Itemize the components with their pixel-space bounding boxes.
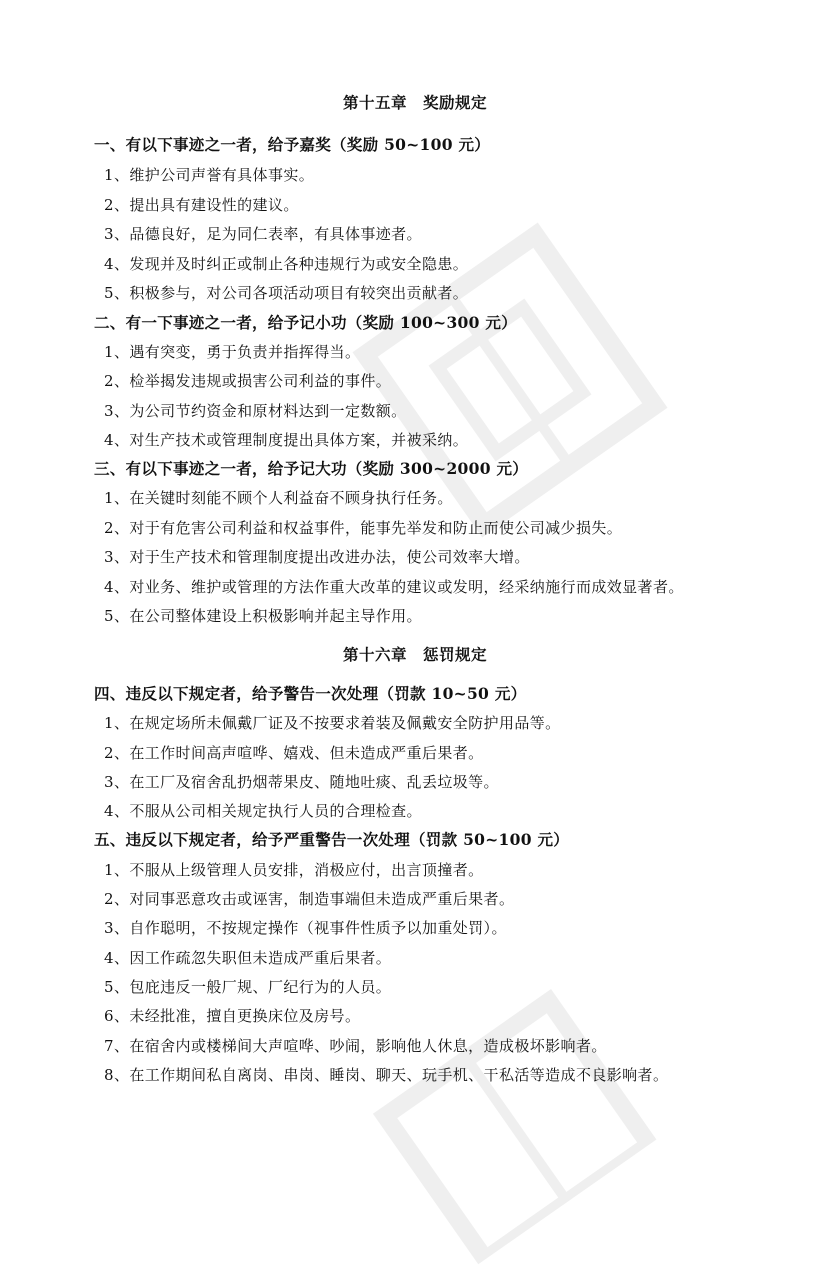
list-item: 3、品德良好，足为同仁表率，有具体事迹者。 [104, 225, 422, 243]
list-item: 1、在规定场所未佩戴厂证及不按要求着装及佩戴安全防护用品等。 [104, 714, 561, 732]
list-item: 3、自作聪明，不按规定操作（视事件性质予以加重处罚）。 [104, 919, 507, 937]
list-item: 2、检举揭发违规或损害公司利益的事件。 [104, 372, 392, 390]
list-item: 5、积极参与，对公司各项活动项目有较突出贡献者。 [104, 284, 469, 302]
list-item: 3、在工厂及宿舍乱扔烟蒂果皮、随地吐痰、乱丢垃圾等。 [104, 773, 499, 791]
list-item: 1、在关键时刻能不顾个人利益奋不顾身执行任务。 [104, 489, 453, 507]
list-item: 2、对同事恶意攻击或诬害，制造事端但未造成严重后果者。 [104, 890, 515, 908]
section-heading: 三、有以下事迹之一者，给予记大功（奖励 300~2000 元） [94, 459, 529, 478]
list-item: 1、遇有突变，勇于负责并指挥得当。 [104, 343, 361, 361]
list-item: 1、维护公司声誉有具体事实。 [104, 166, 315, 184]
chapter-title: 第十六章 惩罚规定 [342, 645, 487, 664]
list-item: 5、在公司整体建设上积极影响并起主导作用。 [104, 607, 422, 625]
list-item: 5、包庇违反一般厂规、厂纪行为的人员。 [104, 978, 392, 996]
list-item: 4、因工作疏忽失职但未造成严重后果者。 [104, 949, 392, 967]
watermark-logo-bottom [346, 964, 674, 1276]
section-heading: 一、有以下事迹之一者，给予嘉奖（奖励 50~100 元） [94, 135, 491, 154]
list-item: 2、在工作时间高声喧哗、嬉戏、但未造成严重后果者。 [104, 744, 484, 762]
list-item: 1、不服从上级管理人员安排，消极应付，出言顶撞者。 [104, 861, 484, 879]
list-item: 3、对于生产技术和管理制度提出改进办法，使公司效率大增。 [104, 548, 530, 566]
section-heading: 四、违反以下规定者，给予警告一次处理（罚款 10~50 元） [94, 684, 527, 703]
list-item: 2、对于有危害公司利益和权益事件，能事先举发和防止而使公司减少损失。 [104, 519, 623, 537]
list-item: 4、发现并及时纠正或制止各种违规行为或安全隐患。 [104, 255, 469, 273]
list-item: 2、提出具有建设性的建议。 [104, 196, 299, 214]
list-item: 8、在工作期间私自离岗、串岗、睡岗、聊天、玩手机、干私活等造成不良影响者。 [104, 1066, 669, 1084]
list-item: 4、不服从公司相关规定执行人员的合理检查。 [104, 802, 422, 820]
list-item: 4、对生产技术或管理制度提出具体方案，并被采纳。 [104, 431, 469, 449]
list-item: 4、对业务、维护或管理的方法作重大改革的建议或发明，经采纳施行而成效显著者。 [104, 578, 684, 596]
list-item: 6、未经批准，擅自更换床位及房号。 [104, 1007, 361, 1025]
section-heading: 二、有一下事迹之一者，给予记小功（奖励 100~300 元） [94, 313, 517, 332]
chapter-title: 第十五章 奖励规定 [342, 93, 487, 112]
section-heading: 五、违反以下规定者，给予严重警告一次处理（罚款 50~100 元） [94, 830, 570, 849]
list-item: 7、在宿舍内或楼梯间大声喧哗、吵闹，影响他人休息，造成极坏影响者。 [104, 1037, 607, 1055]
list-item: 3、为公司节约资金和原材料达到一定数额。 [104, 402, 407, 420]
